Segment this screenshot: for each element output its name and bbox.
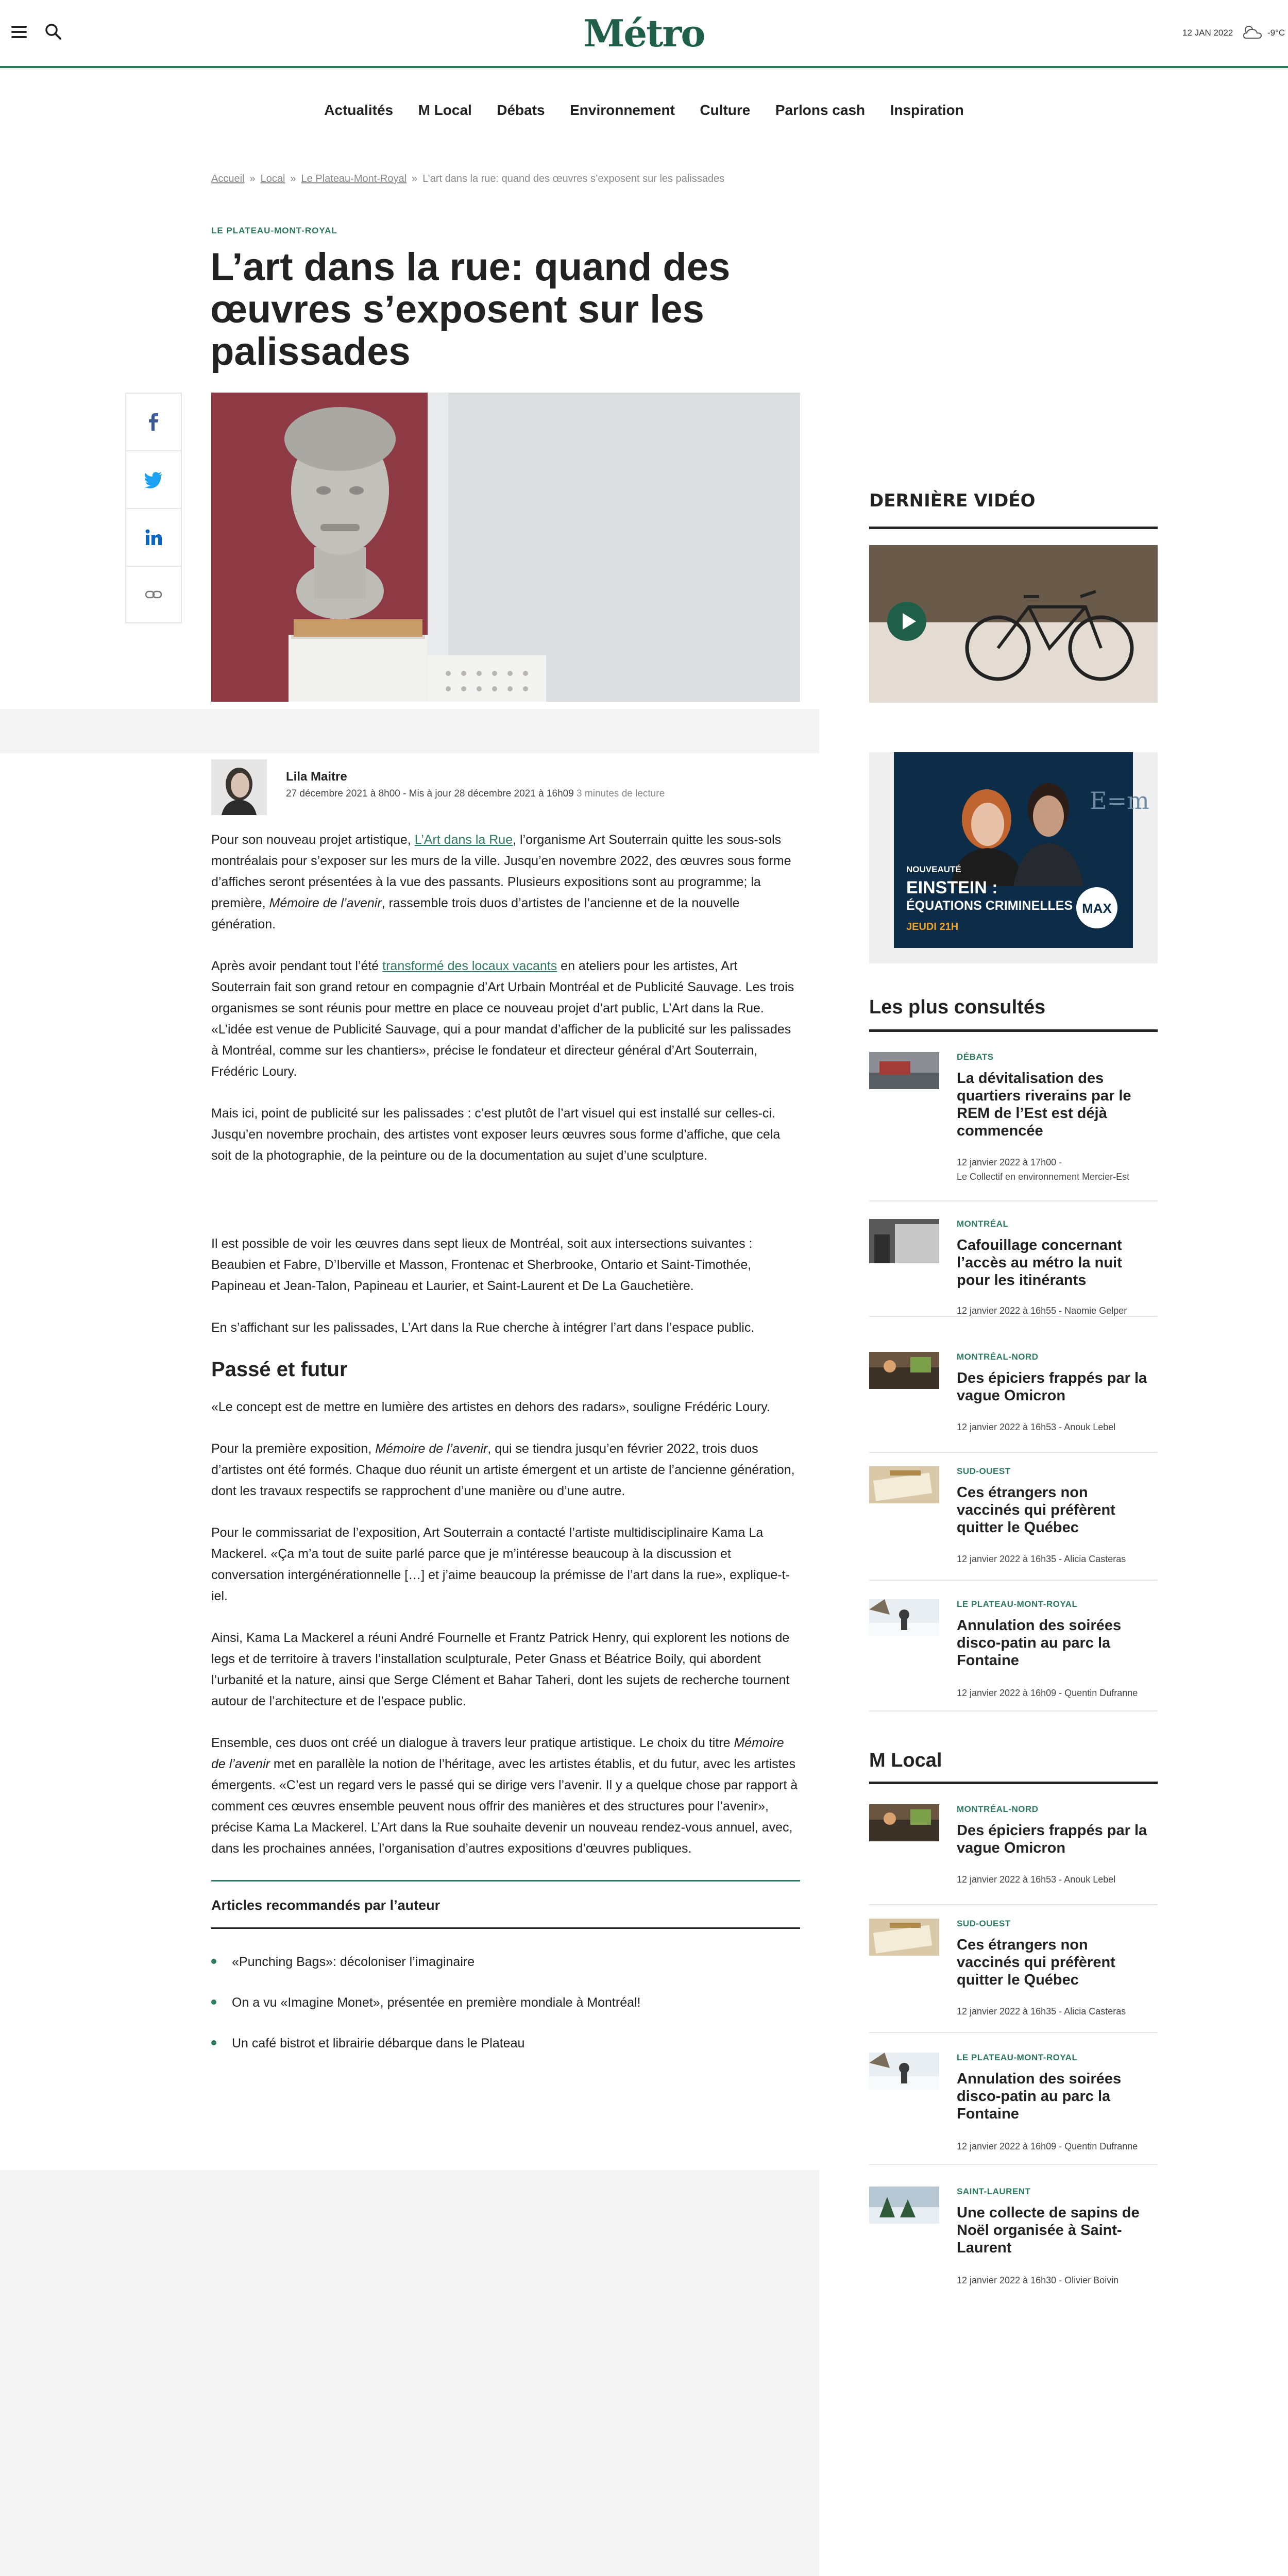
link-icon (145, 589, 162, 600)
link-locaux-vacants[interactable]: transformé des locaux vacants (382, 959, 557, 973)
breadcrumb-separator: » (412, 173, 418, 184)
twitter-icon (144, 472, 163, 487)
item-title[interactable]: Annulation des soirées disco-patin au parc la Fontaine (957, 2071, 1122, 2122)
nav-item-inspiration[interactable]: Inspiration (890, 102, 964, 118)
breadcrumb-separator: » (249, 173, 256, 184)
link-art-dans-la-rue[interactable]: L’Art dans la Rue (414, 833, 513, 847)
item-meta: 12 janvier 2022 à 16h55 - Naomie Gelper (957, 1306, 1127, 1316)
item-title[interactable]: Annulation des soirées disco-patin au parc la Fontaine (957, 1617, 1122, 1669)
paragraph: Ainsi, Kama La Mackerel a réuni André Fournelle et Frantz Patrick Henry, qui explorent les notions de legs et de territoire à travers l’installation sculpturale, Peter Gnass et Béatrice Boily, qui abordent l’urbanité et la nature, ainsi que Serge Clément et Bahar Taheri, dont les sujets de recherche tournent autour de l’architecture et de l’espace public. (211, 1631, 790, 1708)
play-icon (887, 602, 926, 641)
search-icon[interactable] (44, 23, 62, 40)
publish-date: 27 décembre 2021 à 8h00 - Mis à jour 28 décembre 2021 à 16h09 (286, 788, 574, 799)
main-navigation (0, 70, 1288, 152)
item-title[interactable]: Des épiciers frappés par la vague Omicron (957, 1822, 1147, 1856)
ad-banner-einstein[interactable] (894, 752, 1149, 948)
breadcrumb (211, 173, 724, 185)
author-name[interactable]: Lila Maitre (286, 770, 347, 784)
facebook-icon (147, 413, 160, 431)
item-kicker: DÉBATS (957, 1052, 994, 1062)
local-item[interactable] (869, 2187, 1158, 2295)
nav-item-environnement[interactable]: Environnement (570, 102, 675, 118)
author-box (211, 759, 800, 816)
share-bar (125, 393, 182, 623)
cloud-icon (1242, 24, 1264, 41)
top-bar (0, 0, 1288, 68)
most-read-item[interactable] (869, 1052, 1158, 1201)
article-dates (286, 788, 665, 800)
most-read-title: Les plus consultés (869, 996, 1046, 1018)
max-logo: MAX (1082, 901, 1112, 916)
article-thumbnail (869, 2187, 939, 2224)
most-read-item[interactable] (869, 1219, 1158, 1317)
item-title[interactable]: Une collecte de sapins de Noël organisée à Saint-Laurent (957, 2205, 1140, 2256)
recommended-link[interactable]: Un café bistrot et librairie débarque dans le Plateau (211, 2033, 800, 2054)
menu-icon[interactable] (11, 26, 27, 38)
read-time: 3 minutes de lecture (577, 788, 665, 799)
breadcrumb-local[interactable]: Local (260, 173, 285, 184)
header-temperature: -9°C (1267, 28, 1285, 38)
paragraph: Après avoir pendant tout l’été transformé des locaux vacants en ateliers pour les artistes, Art Souterrain fait son grand retour en compagnie d’Art Urbain Montréal et de Publicité Sauvage. Les trois organismes se sont réunis pour mettre en place ce nouveau projet d’art public, L’Art dans la Rue. «L’idée est venue de Publicité Sauvage, qui a pour mandat d’afficher de la publicité sur les palissades à Montréal, comme sur les chantiers», précise le fondateur et directeur général d’Art Souterrain, Frédéric Loury. (211, 959, 794, 1079)
linkedin-icon (145, 529, 162, 546)
share-linkedin-button[interactable] (125, 508, 182, 566)
divider (869, 1029, 1158, 1032)
item-meta: 12 janvier 2022 à 16h53 - Anouk Lebel (957, 1874, 1116, 1885)
article-hero-image (211, 393, 800, 702)
ad-subtitle: ÉQUATIONS CRIMINELLES (906, 899, 1073, 913)
article-thumbnail (869, 1599, 939, 1636)
item-meta: 12 janvier 2022 à 16h09 - Quentin Dufranne (957, 2141, 1138, 2151)
paragraph: «Le concept est de mettre en lumière des artistes en dehors des radars», souligne Frédéric Loury. (211, 1400, 770, 1414)
item-kicker: MONTRÉAL (957, 1219, 1009, 1229)
item-kicker: LE PLATEAU-MONT-ROYAL (957, 1599, 1078, 1609)
ad-time: JEUDI 21H (906, 921, 959, 933)
item-title[interactable]: Des épiciers frappés par la vague Omicron (957, 1370, 1147, 1404)
latest-video-title: DERNIÈRE VIDÉO (869, 490, 1036, 511)
article-thumbnail (869, 1919, 939, 1956)
paragraph: Pour le commissariat de l’exposition, Art Souterrain a contacté l’artiste multidisciplinaire Kama La Mackerel. «Ça m’a tout de suite parlé parce que je m’intéresse beaucoup à la discussion et conversation intergénérationnelle […] et j’aime beaucoup la prémisse de l’art dans la rue», explique-t-iel. (211, 1526, 790, 1603)
m-local-title: M Local (869, 1750, 942, 1771)
paragraph: Il est possible de voir les œuvres dans sept lieux de Montréal, soit aux intersections suivantes : Beaubien et Fabre, D’Iberville et Masson, Frontenac et Sherbrooke, Ontario et Saint-Timothée, Papineau et Jean-Talon, Papineau et Laurier, et Saint-Laurent et De La Gauchetière. (211, 1236, 753, 1293)
item-kicker: SAINT-LAURENT (957, 2187, 1031, 2196)
header-date: 12 JAN 2022 (1182, 28, 1233, 38)
recommended-title: Articles recommandés par l’auteur (211, 1882, 800, 1929)
advertisement (869, 752, 1158, 963)
breadcrumb-current: L’art dans la rue: quand des œuvres s’exposent sur les palissades (422, 173, 725, 184)
local-item[interactable] (869, 1804, 1158, 1905)
article-thumbnail (869, 2053, 939, 2090)
copy-link-button[interactable] (125, 566, 182, 623)
item-title[interactable]: Ces étrangers non vaccinés qui préfèrent quitter le Québec (957, 1937, 1115, 1988)
item-meta: 12 janvier 2022 à 16h53 - Anouk Lebel (957, 1422, 1116, 1432)
article-title: L’art dans la rue: quand des œuvres s’exposent sur les palissades (210, 245, 731, 374)
most-read-item[interactable] (869, 1599, 1158, 1711)
article-thumbnail (869, 1052, 939, 1089)
recommended-link[interactable]: «Punching Bags»: décoloniser l’imaginaire (211, 1952, 800, 1973)
paragraph: En s’affichant sur les palissades, L’Art dans la Rue cherche à intégrer l’art dans l’espace public. (211, 1320, 755, 1335)
article-thumbnail (869, 1466, 939, 1503)
local-item[interactable] (869, 2053, 1158, 2165)
share-facebook-button[interactable] (125, 393, 182, 450)
nav-item-m-local[interactable]: M Local (418, 102, 472, 118)
item-kicker: SUD-OUEST (957, 1919, 1011, 1928)
item-meta: 12 janvier 2022 à 17h00 - Le Collectif en environnement Mercier-Est (957, 1157, 1130, 1182)
site-logo[interactable]: Métro (583, 11, 705, 55)
item-kicker: SUD-OUEST (957, 1466, 1011, 1476)
item-meta: 12 janvier 2022 à 16h35 - Alicia Casteras (957, 1554, 1126, 1564)
most-read-item[interactable] (869, 1466, 1158, 1581)
play-button[interactable] (887, 602, 926, 641)
article-thumbnail (869, 1352, 939, 1389)
ad-title: EINSTEIN : (906, 878, 998, 897)
article-thumbnail (869, 1219, 939, 1263)
share-twitter-button[interactable] (125, 450, 182, 508)
nav-item-actualites[interactable]: Actualités (324, 102, 394, 118)
item-meta: 12 janvier 2022 à 16h35 - Alicia Casteras (957, 2006, 1126, 2016)
article-body (211, 829, 800, 2074)
section-heading: Passé et futur (211, 1358, 348, 1381)
item-meta: 12 janvier 2022 à 16h30 - Olivier Boivin (957, 2275, 1119, 2285)
item-kicker: LE PLATEAU-MONT-ROYAL (957, 2053, 1078, 2062)
breadcrumb-separator: » (290, 173, 296, 184)
paragraph: Pour son nouveau projet artistique, L’Art dans la Rue, l’organisme Art Souterrain quitte les sous-sols montréalais pour s’exposer sur les murs de la ville. Jusqu’en novembre 2022, des œuvres sous forme d’affiches seront présentées à la vue des passants. Plusieurs expositions sont au programme; la première, Mémoire de l’avenir, rassemble trois duos d’artistes de l’ancienne et de la nouvelle génération. (211, 833, 791, 931)
item-title[interactable]: Ces étrangers non vaccinés qui préfèrent quitter le Québec (957, 1484, 1115, 1536)
ad-label: NOUVEAUTÉ (906, 865, 961, 874)
nav-item-parlons-cash[interactable]: Parlons cash (775, 102, 866, 118)
recommended-articles (211, 1880, 800, 2054)
item-kicker: MONTRÉAL-NORD (957, 1804, 1039, 1814)
latest-video-player[interactable] (869, 545, 1158, 703)
divider (869, 1782, 1158, 1784)
svg-text:E=m: E=m (1090, 787, 1149, 815)
local-item[interactable] (869, 1919, 1158, 2033)
paragraph: Pour la première exposition, Mémoire de l’avenir, qui se tiendra jusqu’en février 2022, trois duos d’artistes ont été formés. Chaque duo réunit un artiste émergent et un artiste de l’ancienne génération, dont les travaux respectifs se rapprochent d’une manière ou d’une autre. (211, 1442, 795, 1498)
recommended-link[interactable]: On a vu «Imagine Monet», présentée en première mondiale à Montréal! (211, 1992, 800, 2013)
author-avatar[interactable] (211, 759, 267, 815)
item-kicker: MONTRÉAL-NORD (957, 1352, 1039, 1362)
item-title[interactable]: La dévitalisation des quartiers riverains par le REM de l’Est est déjà commencée (957, 1070, 1131, 1139)
paragraph: Ensemble, ces duos ont créé un dialogue à travers leur pratique artistique. Le choix du titre Mémoire de l’avenir met en parallèle la notion de l’héritage, avec les artistes établis, et du futur, avec les artistes émergents. «C’est un regard vers le passé qui se dirige vers l’avenir. Il y a quelque chose par rapport à comment ces œuvres ensemble peuvent nous offrir des manières et des structures pour l’avenir», précise Kama La Mackerel. L’Art dans la Rue souhaite devenir un nouveau rendez-vous annuel, avec, dans les prochaines années, l’organisation d’autres expositions d’œuvres publiques. (211, 1736, 798, 1856)
nav-item-debats[interactable]: Débats (497, 102, 545, 118)
breadcrumb-home[interactable]: Accueil (211, 173, 245, 184)
item-title[interactable]: Cafouillage concernant l’accès au métro la nuit pour les itinérants (957, 1237, 1122, 1289)
most-read-item[interactable] (869, 1352, 1158, 1453)
breadcrumb-plateau[interactable]: Le Plateau-Mont-Royal (301, 173, 407, 184)
item-meta: 12 janvier 2022 à 16h09 - Quentin Dufranne (957, 1688, 1138, 1698)
paragraph: Mais ici, point de publicité sur les palissades : c’est plutôt de l’art visuel qui est installé sur celles-ci. Jusqu’en novembre prochain, des artistes vont exposer leurs œuvres sous forme d’affiche, que cela soit de la photographie, de la peinture ou de la documentation au sujet d’une sculpture. (211, 1106, 781, 1163)
article-thumbnail (869, 1804, 939, 1841)
divider (869, 527, 1158, 529)
article-kicker[interactable]: LE PLATEAU-MONT-ROYAL (211, 226, 337, 235)
nav-item-culture[interactable]: Culture (700, 102, 751, 118)
